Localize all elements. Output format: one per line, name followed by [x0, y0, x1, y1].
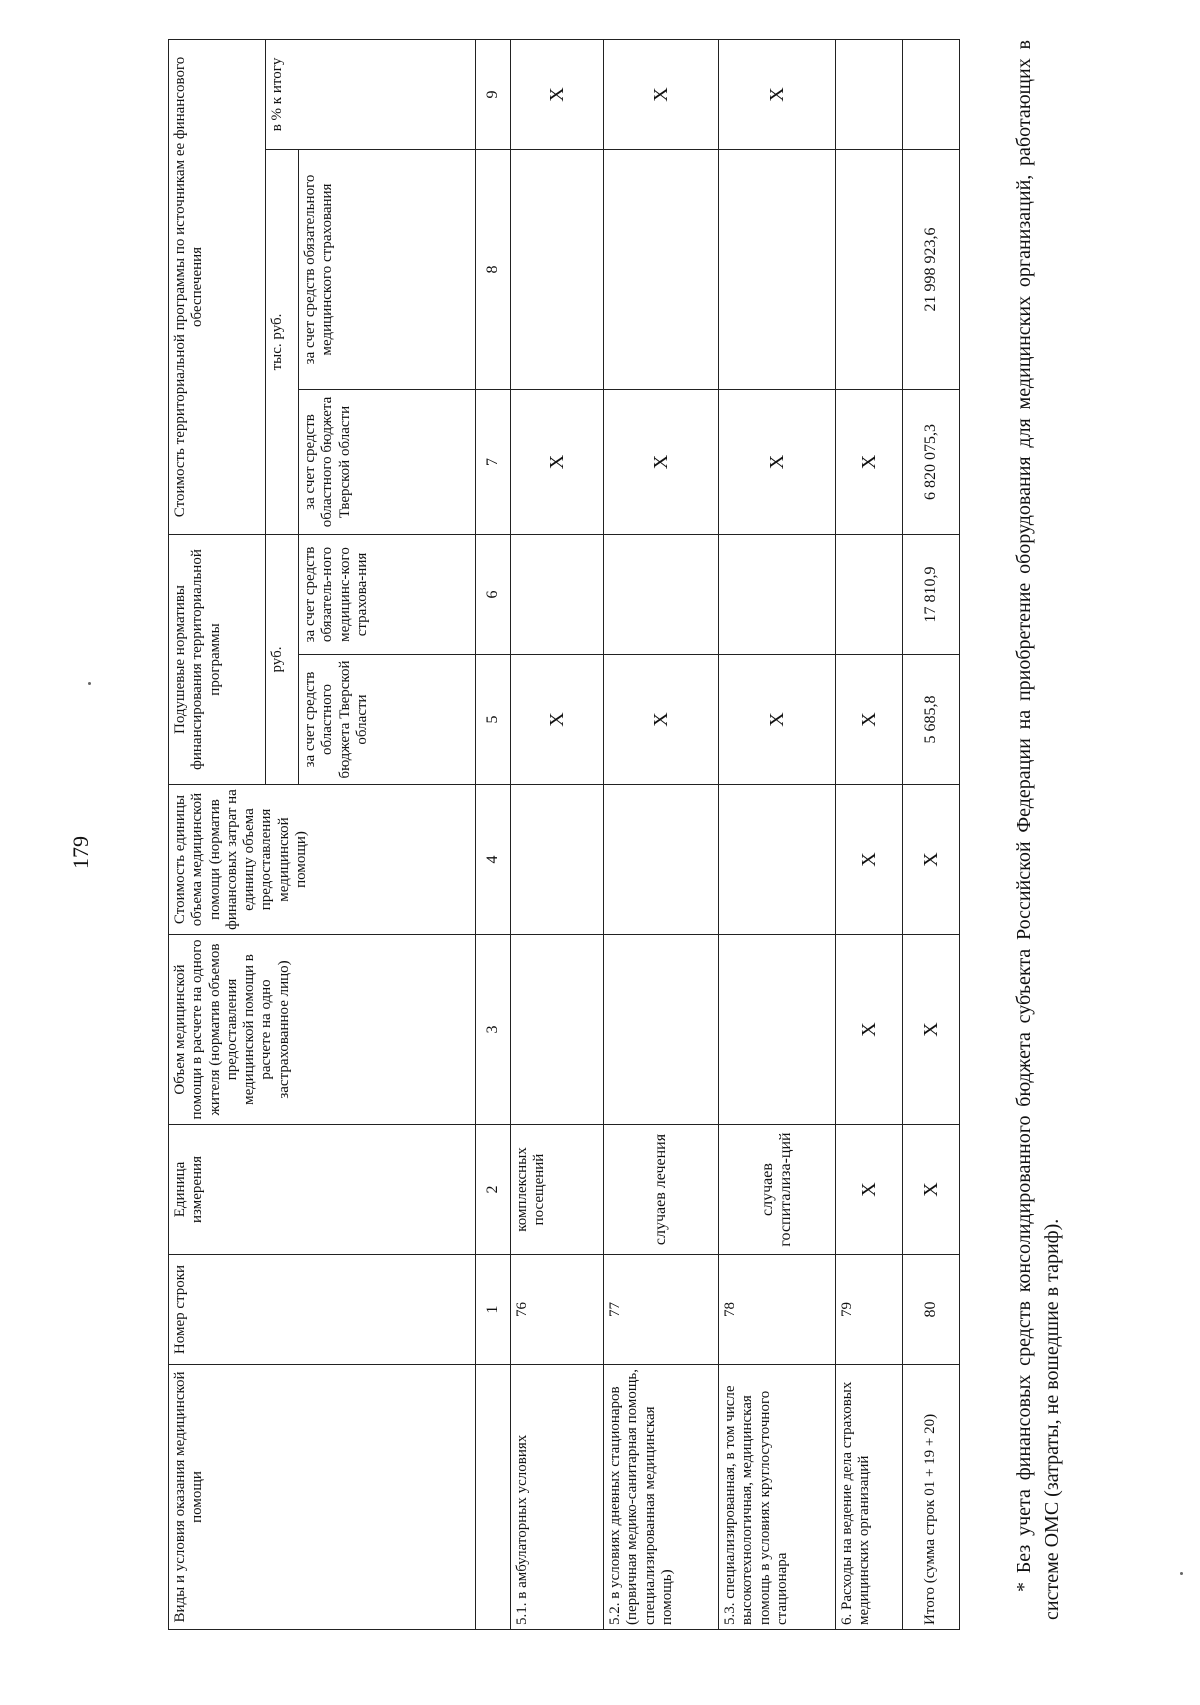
header-norms-unit: руб.: [266, 534, 299, 784]
header-per-capita-norms: Подушевые нормативы финансирования территориальной программы: [169, 534, 266, 784]
header-volume: Объем медицинской помощи в расчете на одного жителя (норматив объемов предоставления медицинской помощи в расчете на одно застрахованное лицо): [169, 935, 476, 1125]
row-unit-cost: X: [903, 785, 960, 935]
row-percent: [836, 39, 903, 149]
financing-table: [168, 39, 960, 1630]
table-row: [604, 39, 719, 1629]
column-number: 6: [476, 534, 511, 654]
column-number: 2: [476, 1125, 511, 1255]
row-volume: X: [903, 935, 960, 1125]
row-number: 76: [511, 1255, 604, 1365]
row-unit: комплексных посещений: [511, 1125, 604, 1255]
row-name: 5.1. в амбулаторных условиях: [511, 1365, 604, 1630]
row-unit: случаев лечения: [604, 1125, 719, 1255]
row-name: 5.3. специализированная, в том числе высокотехнологичная, медицинская помощь в условиях круглосуточного стационара: [719, 1365, 836, 1630]
row-percent: X: [604, 39, 719, 149]
row-number: 77: [604, 1255, 719, 1365]
row-unit-cost: [604, 785, 719, 935]
row-unit: X: [903, 1125, 960, 1255]
row-norm-regional: X: [604, 655, 719, 785]
row-unit-cost: [719, 785, 836, 935]
scan-speck: [88, 682, 91, 685]
row-cost-oms: [604, 149, 719, 389]
row-norm-oms: 17 810,9: [903, 534, 960, 654]
row-norm-regional: X: [836, 655, 903, 785]
header-cost-unit: тыс. руб.: [266, 149, 299, 534]
row-volume: X: [836, 935, 903, 1125]
row-norm-regional: X: [511, 655, 604, 785]
row-cost-regional: X: [604, 389, 719, 534]
row-number: 80: [903, 1255, 960, 1365]
column-number: 8: [476, 149, 511, 389]
header-row-number: Номер строки: [169, 1255, 476, 1365]
row-volume: [719, 935, 836, 1125]
row-volume: [511, 935, 604, 1125]
header-types: Виды и условия оказания медицинской помощи: [169, 1365, 476, 1630]
row-number: 79: [836, 1255, 903, 1365]
row-name: Итого (сумма строк 01 + 19 + 20): [903, 1365, 960, 1630]
row-norm-oms: [604, 534, 719, 654]
row-cost-oms: [836, 149, 903, 389]
row-norm-regional: X: [719, 655, 836, 785]
row-cost-oms: [511, 149, 604, 389]
column-number: 4: [476, 785, 511, 935]
header-unit: Единица измерения: [169, 1125, 476, 1255]
row-name: 5.2. в условиях дневных стационаров (первичная медико-санитарная помощь, специализированная медицинская помощь): [604, 1365, 719, 1630]
column-number: 5: [476, 655, 511, 785]
header-cost-regional: за счет средств областного бюджета Тверской области: [299, 389, 476, 534]
column-number: 1: [476, 1255, 511, 1365]
row-norm-oms: [719, 534, 836, 654]
header-norm-oms: за счет средств обязатель-ного медицинс-кого страхова-ния: [299, 534, 476, 654]
footnote: * Без учета финансовых средств консолидированного бюджета субъекта Российской Федерации на приобретение оборудования для медицинских организаций, работающих в системе ОМС (затраты, не вошедшие в тариф).: [1013, 40, 1063, 1620]
table-row: [511, 39, 604, 1629]
row-percent: X: [511, 39, 604, 149]
row-name: 6. Расходы на ведение дела страховых медицинских организаций: [836, 1365, 903, 1630]
row-unit: случаев госпитализа-ций: [719, 1125, 836, 1255]
header-unit-cost: Стоимость единицы объема медицинской помощи (норматив финансовых затрат на единицу объема предоставления медицинской помощи): [169, 785, 476, 935]
row-cost-regional: X: [719, 389, 836, 534]
scan-speck: [1180, 1572, 1183, 1575]
header-norm-regional: за счет средств областного бюджета Тверской области: [299, 655, 476, 785]
row-cost-regional: X: [511, 389, 604, 534]
column-number: [476, 1365, 511, 1630]
column-numbers-row: [476, 39, 511, 1629]
row-cost-regional: 6 820 075,3: [903, 389, 960, 534]
header-percent: в % к итогу: [266, 39, 476, 149]
table-row: [836, 39, 903, 1629]
page-number: 179: [68, 836, 93, 869]
row-cost-regional: X: [836, 389, 903, 534]
row-percent: X: [719, 39, 836, 149]
row-norm-oms: [836, 534, 903, 654]
row-norm-regional: 5 685,8: [903, 655, 960, 785]
row-volume: [604, 935, 719, 1125]
row-unit-cost: X: [836, 785, 903, 935]
row-number: 78: [719, 1255, 836, 1365]
row-cost-oms: [719, 149, 836, 389]
table-row-total: [903, 39, 960, 1629]
row-cost-oms: 21 998 923,6: [903, 149, 960, 389]
row-percent: [903, 39, 960, 149]
row-unit: X: [836, 1125, 903, 1255]
column-number: 7: [476, 389, 511, 534]
row-norm-oms: [511, 534, 604, 654]
column-number: 9: [476, 39, 511, 149]
header-row-1: [169, 39, 266, 1629]
column-number: 3: [476, 935, 511, 1125]
header-cost-oms: за счет средств обязательного медицинского страхования: [299, 149, 476, 389]
header-program-cost: Стоимость территориальной программы по источникам ее финансового обеспечения: [169, 39, 266, 534]
table-row: [719, 39, 836, 1629]
row-unit-cost: [511, 785, 604, 935]
